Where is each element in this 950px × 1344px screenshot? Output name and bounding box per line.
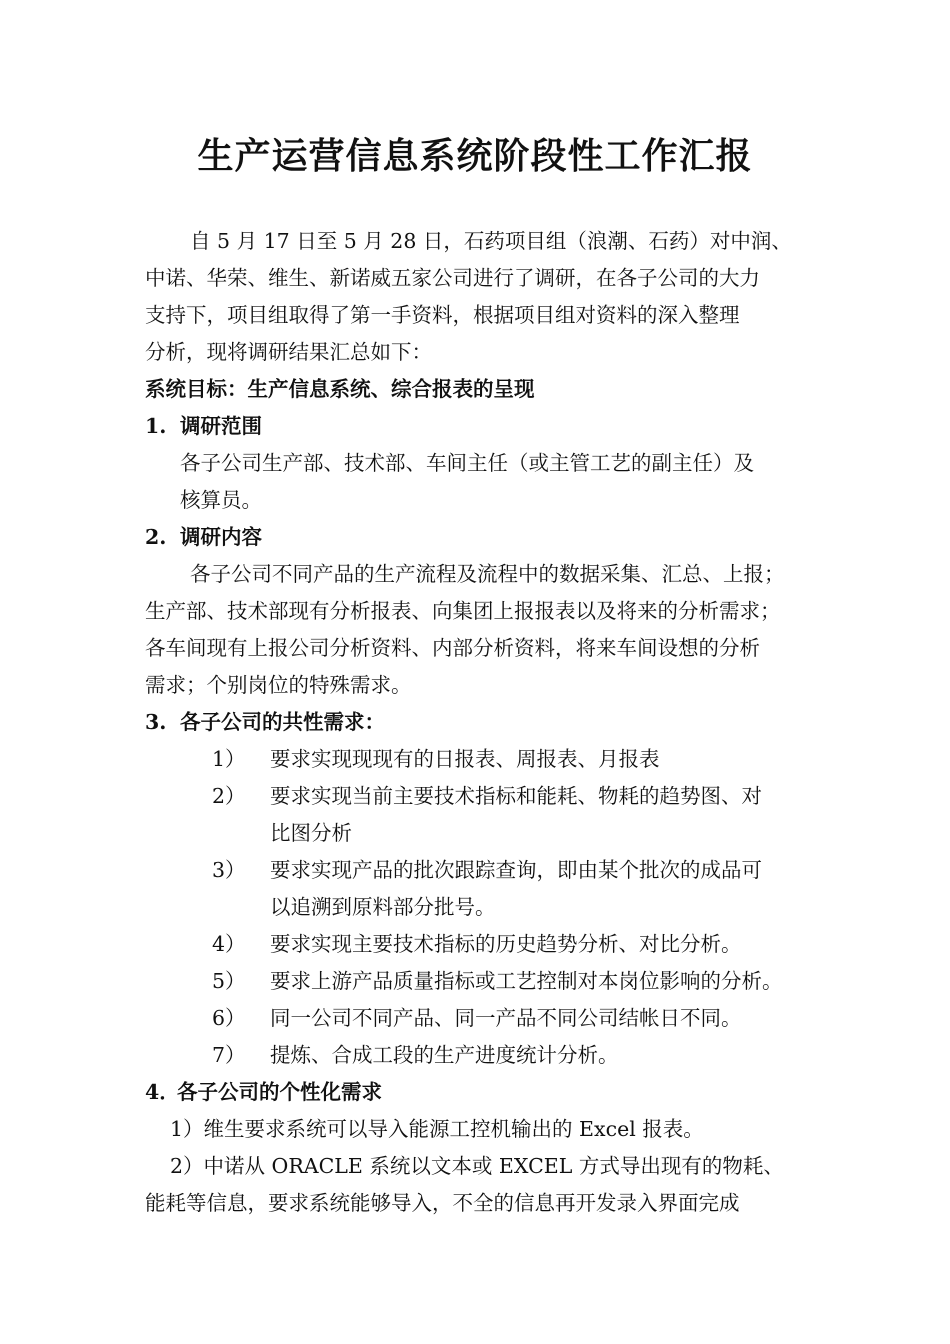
- section-4-line: 1）维生要求系统可以导入能源工控机输出的 Excel 报表。: [170, 1117, 704, 1141]
- section-4-line: 2）中诺从 ORACLE 系统以文本或 EXCEL 方式导出现有的物耗、: [170, 1154, 784, 1178]
- section-1-line: 核算员。: [180, 488, 262, 512]
- section-4-line: 能耗等信息，要求系统能够导入，不全的信息再开发录入界面完成: [145, 1191, 740, 1215]
- section-4-number: 4．: [145, 1080, 180, 1104]
- list-item: 要求实现产品的批次跟踪查询，即由某个批次的成品可: [270, 858, 762, 882]
- system-goal: 系统目标：生产信息系统、综合报表的呈现: [145, 377, 535, 401]
- section-2-number: 2.: [145, 525, 167, 549]
- intro-line: 支持下，项目组取得了第一手资料，根据项目组对资料的深入整理: [145, 303, 740, 327]
- list-item: 提炼、合成工段的生产进度统计分析。: [270, 1043, 619, 1067]
- section-3-heading: 各子公司的共性需求：: [180, 710, 385, 734]
- section-1-number: 1.: [145, 414, 167, 438]
- list-item-number: 4）: [212, 932, 246, 956]
- section-2-line: 生产部、技术部现有分析报表、向集团上报报表以及将来的分析需求；: [145, 599, 781, 623]
- section-4-heading: 各子公司的个性化需求: [177, 1080, 382, 1104]
- list-item-number: 1）: [212, 747, 246, 771]
- list-item: 要求实现现现有的日报表、周报表、月报表: [270, 747, 660, 771]
- intro-line: 中诺、华荣、维生、新诺威五家公司进行了调研，在各子公司的大力: [145, 266, 760, 290]
- section-2-heading: 调研内容: [180, 525, 262, 549]
- section-3-number: 3.: [145, 710, 167, 734]
- section-1-line: 各子公司生产部、技术部、车间主任（或主管工艺的副主任）及: [180, 451, 754, 475]
- list-item-continuation: 以追溯到原料部分批号。: [270, 895, 496, 919]
- page-title: 生产运营信息系统阶段性工作汇报: [197, 135, 753, 177]
- list-item-number: 6）: [212, 1006, 246, 1030]
- list-item-number: 5）: [212, 969, 246, 993]
- intro-line: 分析，现将调研结果汇总如下：: [145, 340, 432, 364]
- section-2-line: 各子公司不同产品的生产流程及流程中的数据采集、汇总、上报；: [190, 562, 785, 586]
- list-item-number: 2）: [212, 784, 246, 808]
- list-item: 同一公司不同产品、同一产品不同公司结帐日不同。: [270, 1006, 742, 1030]
- intro-line: 自 5 月 17 日至 5 月 28 日，石药项目组（浪潮、石药）对中润、: [190, 229, 792, 253]
- section-1-heading: 调研范围: [180, 414, 262, 438]
- section-2-line: 各车间现有上报公司分析资料、内部分析资料，将来车间设想的分析: [145, 636, 760, 660]
- list-item: 要求实现当前主要技术指标和能耗、物耗的趋势图、对: [270, 784, 762, 808]
- list-item-number: 3）: [212, 858, 246, 882]
- list-item: 要求上游产品质量指标或工艺控制对本岗位影响的分析。: [270, 969, 783, 993]
- list-item: 要求实现主要技术指标的历史趋势分析、对比分析。: [270, 932, 742, 956]
- list-item-number: 7）: [212, 1043, 246, 1067]
- section-2-line: 需求；个别岗位的特殊需求。: [145, 673, 412, 697]
- list-item-continuation: 比图分析: [270, 821, 352, 845]
